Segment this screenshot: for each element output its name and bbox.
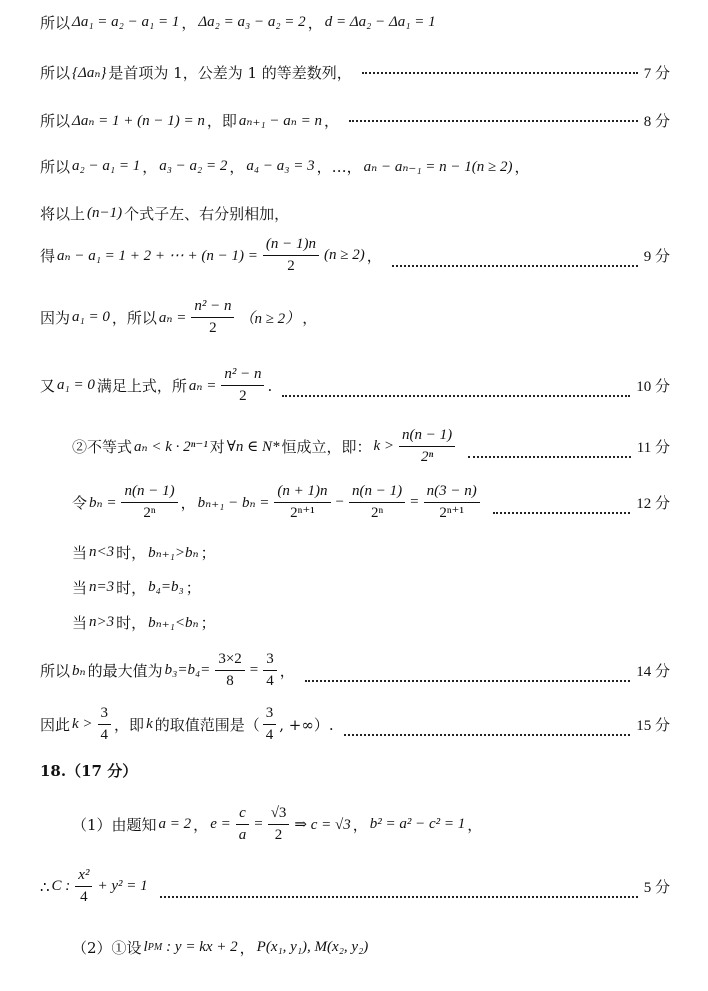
numerator: n(n − 1) bbox=[121, 483, 177, 503]
subscript: PM bbox=[147, 942, 163, 953]
text: ， bbox=[323, 112, 339, 130]
denominator: 2ⁿ bbox=[420, 449, 434, 466]
score-mark: 11 分 bbox=[636, 440, 670, 457]
denominator: 8 bbox=[226, 673, 234, 690]
denominator: 4 bbox=[80, 889, 88, 906]
score-mark: 14 分 bbox=[636, 664, 670, 681]
text: ； bbox=[185, 579, 201, 597]
text: ，即 bbox=[114, 716, 145, 735]
text: ， bbox=[307, 14, 323, 32]
formula: bₙ = bbox=[89, 495, 117, 512]
derivation-line-an-final bbox=[40, 366, 670, 406]
denominator: 4 bbox=[266, 673, 274, 690]
text: ； bbox=[200, 614, 216, 632]
text: 时， bbox=[116, 579, 147, 597]
text: （1）由题知 bbox=[72, 816, 157, 835]
text: 个式子左、右分别相加， bbox=[124, 205, 290, 223]
formula: aₙ < k · 2ⁿ⁻¹ bbox=[134, 439, 208, 456]
text: 将以上 bbox=[40, 205, 86, 223]
formula: d = Δa₂ − Δa₁ = 1 bbox=[324, 14, 436, 30]
formula: （n ≥ 2） bbox=[239, 311, 301, 328]
text: ， bbox=[239, 939, 255, 957]
derivation-line-an-formula bbox=[40, 298, 670, 338]
denominator: 2ⁿ bbox=[143, 505, 156, 522]
denominator: a bbox=[238, 827, 247, 844]
formula: e = bbox=[210, 816, 231, 833]
text: 因此 bbox=[40, 716, 71, 735]
case-line-n-greater-3 bbox=[72, 612, 670, 633]
formula: aₙ = bbox=[188, 378, 217, 395]
formula: {Δaₙ} bbox=[72, 65, 107, 81]
formula: bₙ₊₁>bₙ bbox=[148, 545, 199, 561]
fraction bbox=[349, 483, 405, 523]
formula: a₂ − a₁ = 1 bbox=[72, 158, 141, 174]
formula: aₙ − aₙ₋₁ = n − 1(n ≥ 2) bbox=[363, 159, 513, 175]
fraction bbox=[424, 483, 480, 523]
formula: P(x₁, y₁), M(x₂, y₂) bbox=[256, 939, 369, 955]
formula: n>3 bbox=[89, 614, 115, 630]
question-heading bbox=[40, 760, 670, 781]
derivation-line-delta-a bbox=[40, 12, 670, 33]
text: 时， bbox=[116, 614, 147, 632]
text: 因为 bbox=[40, 309, 71, 328]
formula: ⇒ c = √3 bbox=[294, 817, 351, 834]
text: , +∞）. bbox=[279, 716, 334, 735]
denominator: 4 bbox=[265, 727, 274, 744]
text: ∴ bbox=[40, 877, 50, 896]
formula: n<3 bbox=[89, 544, 115, 560]
formula: n=3 bbox=[89, 579, 115, 595]
text: ，即 bbox=[206, 112, 237, 130]
text: ， bbox=[467, 816, 483, 835]
numerator: (n + 1)n bbox=[274, 483, 330, 503]
numerator: 3 bbox=[263, 705, 277, 725]
fraction bbox=[221, 366, 264, 406]
formula: : y = kx + 2 bbox=[166, 939, 238, 955]
formula: a₃ − a₂ = 2 bbox=[159, 158, 228, 174]
formula: C : bbox=[51, 878, 71, 895]
formula: aₙ − a₁ = 1 + 2 + ⋯ + (n − 1) = bbox=[57, 248, 258, 265]
ellipse-equation-line bbox=[40, 867, 670, 907]
numerator: n² − n bbox=[191, 298, 234, 318]
derivation-line-arith-seq bbox=[40, 62, 670, 83]
derivation-line-sum-result bbox=[40, 236, 670, 276]
text: ， bbox=[366, 247, 382, 266]
numerator: n(n − 1) bbox=[399, 427, 455, 447]
text: 时， bbox=[116, 544, 147, 562]
text: 当 bbox=[72, 544, 88, 562]
formula: = bbox=[410, 494, 419, 511]
leader-dots bbox=[362, 72, 638, 74]
formula: Δa₁ = a₂ − a₁ = 1 bbox=[72, 14, 180, 30]
denominator: 4 bbox=[100, 727, 109, 744]
fraction bbox=[263, 705, 277, 745]
denominator: 2 bbox=[274, 827, 283, 844]
leader-dots bbox=[160, 896, 638, 898]
numerator: x² bbox=[75, 867, 92, 887]
formula: bₙ₊₁<bₙ bbox=[148, 615, 199, 631]
text: 的最大值为 bbox=[87, 662, 163, 681]
text: 的取值范围是（ bbox=[154, 716, 260, 735]
case-line-n-less-3 bbox=[72, 542, 670, 563]
leader-dots bbox=[344, 734, 631, 736]
fraction bbox=[263, 236, 319, 276]
numerator: n(n − 1) bbox=[349, 483, 405, 503]
text: ②不等式 bbox=[72, 438, 133, 457]
formula: ∀n ∈ N* bbox=[226, 439, 280, 456]
denominator: 2 bbox=[287, 258, 295, 275]
numerator: 3 bbox=[263, 651, 277, 671]
text: 当 bbox=[72, 579, 88, 597]
text: ，所以 bbox=[111, 309, 157, 328]
leader-dots bbox=[493, 512, 631, 514]
text: ， bbox=[180, 494, 196, 513]
denominator: 2 bbox=[239, 388, 247, 405]
score-mark: 7 分 bbox=[643, 66, 670, 82]
leader-dots bbox=[392, 265, 638, 267]
max-value-line bbox=[40, 651, 670, 691]
derivation-line-delta-n bbox=[40, 110, 670, 131]
formula: k bbox=[146, 716, 153, 733]
formula: b² = a² − c² = 1 bbox=[369, 816, 466, 833]
text: 对 bbox=[209, 438, 225, 457]
text: 满足上式，所 bbox=[96, 377, 187, 396]
numerator: n(3 − n) bbox=[424, 483, 480, 503]
numerator: (n − 1)n bbox=[263, 236, 319, 256]
text: ； bbox=[200, 544, 216, 562]
denominator: 2ⁿ⁺¹ bbox=[290, 505, 315, 522]
formula: Δaₙ = 1 + (n − 1) = n bbox=[72, 113, 205, 129]
text: 得 bbox=[40, 247, 56, 266]
formula: = bbox=[254, 816, 263, 833]
text: 所以 bbox=[40, 112, 71, 130]
formula: bₙ₊₁ − bₙ = bbox=[197, 495, 270, 512]
formula: b₄=b₃ bbox=[148, 579, 184, 595]
inequality-line bbox=[72, 427, 670, 467]
text: 所以 bbox=[40, 158, 71, 176]
formula: aₙ₊₁ − aₙ = n bbox=[238, 113, 322, 129]
fraction bbox=[191, 298, 234, 338]
text: ， bbox=[142, 158, 158, 176]
formula: a = 2 bbox=[158, 816, 192, 833]
formula: k > bbox=[72, 716, 93, 733]
question-number: 18.（17 分） bbox=[40, 762, 138, 780]
text: 又 bbox=[40, 377, 56, 396]
fraction bbox=[98, 705, 112, 745]
text: 所以 bbox=[40, 662, 71, 681]
leader-dots bbox=[468, 456, 631, 458]
score-mark: 10 分 bbox=[636, 379, 670, 396]
text: 当 bbox=[72, 614, 88, 632]
text: ， bbox=[514, 158, 530, 176]
fraction bbox=[268, 805, 290, 845]
numerator: 3×2 bbox=[215, 651, 244, 671]
formula: l bbox=[143, 939, 148, 955]
denominator: 2ⁿ⁺¹ bbox=[439, 505, 464, 522]
text: ， bbox=[352, 816, 368, 835]
text: 是首项为 1，公差为 1 的等差数列， bbox=[108, 64, 352, 82]
formula: a₁ = 0 bbox=[57, 377, 95, 394]
range-line bbox=[40, 705, 670, 745]
score-mark: 5 分 bbox=[643, 880, 670, 897]
formula: k > bbox=[373, 438, 394, 455]
text: ， bbox=[181, 14, 197, 32]
denominator: 2ⁿ bbox=[370, 505, 384, 522]
formula: = bbox=[249, 662, 259, 679]
formula: b₃=b₄= bbox=[164, 662, 211, 679]
formula: (n ≥ 2) bbox=[324, 247, 365, 264]
fraction bbox=[274, 483, 330, 523]
denominator: 2 bbox=[209, 320, 217, 337]
text: ， bbox=[193, 816, 209, 835]
numerator: 3 bbox=[98, 705, 112, 725]
formula: a₄ − a₃ = 3 bbox=[246, 158, 315, 174]
text: （2）①设 bbox=[72, 939, 142, 957]
fraction bbox=[75, 867, 92, 907]
text: 恒成立，即： bbox=[281, 438, 372, 457]
text: ， bbox=[279, 662, 295, 681]
score-mark: 9 分 bbox=[643, 249, 670, 266]
score-mark: 8 分 bbox=[643, 114, 670, 130]
formula: a₁ = 0 bbox=[72, 309, 110, 326]
formula: aₙ = bbox=[158, 310, 187, 327]
derivation-line-differences bbox=[40, 156, 670, 177]
text: ，…， bbox=[316, 158, 362, 176]
fraction bbox=[263, 651, 277, 691]
leader-dots bbox=[305, 680, 630, 682]
leader-dots bbox=[282, 395, 630, 397]
text: ， bbox=[302, 309, 318, 328]
derivation-line-sum-instruction bbox=[40, 203, 670, 224]
score-mark: 12 分 bbox=[636, 496, 670, 513]
formula: (n−1) bbox=[87, 205, 123, 221]
numerator: n² − n bbox=[221, 366, 264, 386]
text: 所以 bbox=[40, 64, 71, 82]
leader-dots bbox=[349, 120, 638, 122]
fraction bbox=[121, 483, 177, 523]
text: . bbox=[267, 376, 273, 395]
formula: bₙ bbox=[72, 663, 86, 680]
text: ， bbox=[229, 158, 245, 176]
fraction bbox=[236, 805, 250, 845]
part2-line bbox=[72, 937, 670, 958]
case-line-n-equal-3 bbox=[72, 577, 670, 598]
text: 所以 bbox=[40, 14, 71, 32]
formula: + y² = 1 bbox=[97, 878, 148, 895]
part1-line bbox=[72, 805, 670, 845]
numerator: c bbox=[236, 805, 249, 825]
formula: Δa₂ = a₃ − a₂ = 2 bbox=[198, 14, 306, 30]
fraction bbox=[215, 651, 244, 691]
score-mark: 15 分 bbox=[636, 718, 670, 735]
fraction bbox=[399, 427, 455, 467]
bn-definition-line bbox=[72, 483, 670, 523]
text: 令 bbox=[72, 494, 88, 513]
formula: − bbox=[335, 494, 344, 511]
numerator: √3 bbox=[268, 805, 290, 825]
